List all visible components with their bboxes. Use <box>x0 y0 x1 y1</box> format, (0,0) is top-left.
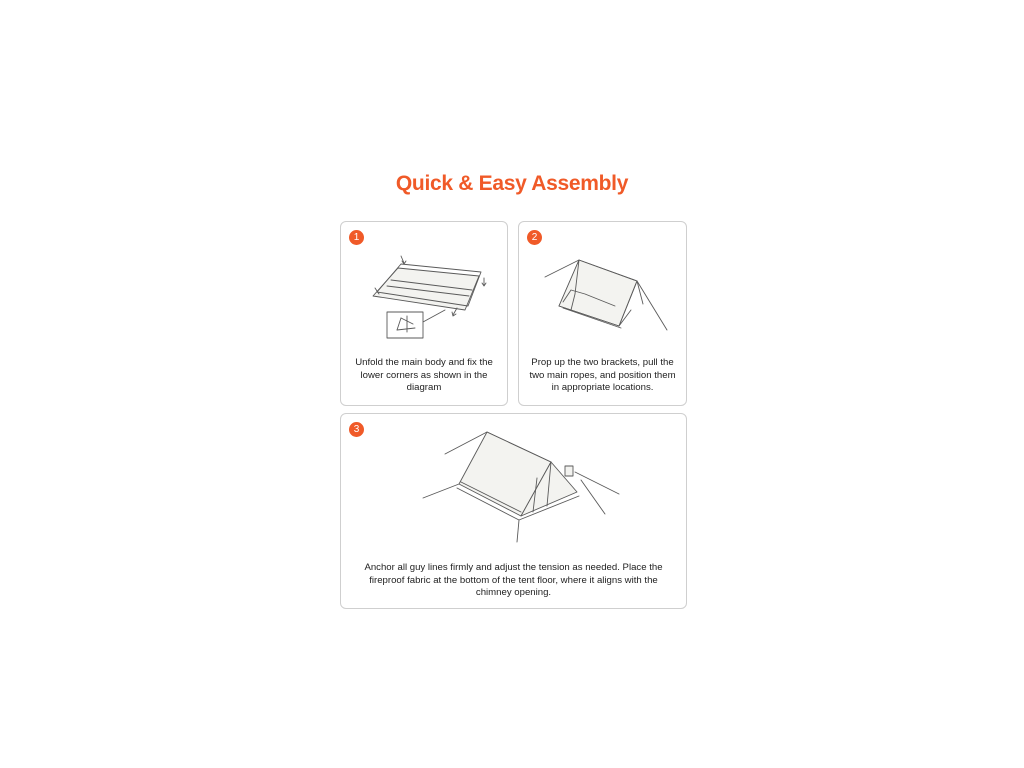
step-caption: Prop up the two brackets, pull the two main ropes, and position them in appropriate locations. <box>529 357 676 393</box>
step-card-3 <box>340 413 687 609</box>
tent-half-raised-illustration <box>519 222 688 352</box>
step-card-1 <box>340 221 508 406</box>
step-card-2 <box>518 221 687 406</box>
step-number-badge: 3 <box>349 422 364 437</box>
page-title: Quick & Easy Assembly <box>395 172 629 195</box>
step-number-badge: 1 <box>349 230 364 245</box>
tent-pitched-illustration <box>341 414 688 554</box>
tent-unfolded-illustration <box>341 222 509 352</box>
step-caption: Unfold the main body and fix the lower corners as shown in the diagram <box>355 357 493 393</box>
step-caption: Anchor all guy lines firmly and adjust the tension as needed. Place the fireproof fabric at the bottom of the tent floor, where it aligns with the chimney opening. <box>364 562 663 598</box>
step-number-badge: 2 <box>527 230 542 245</box>
